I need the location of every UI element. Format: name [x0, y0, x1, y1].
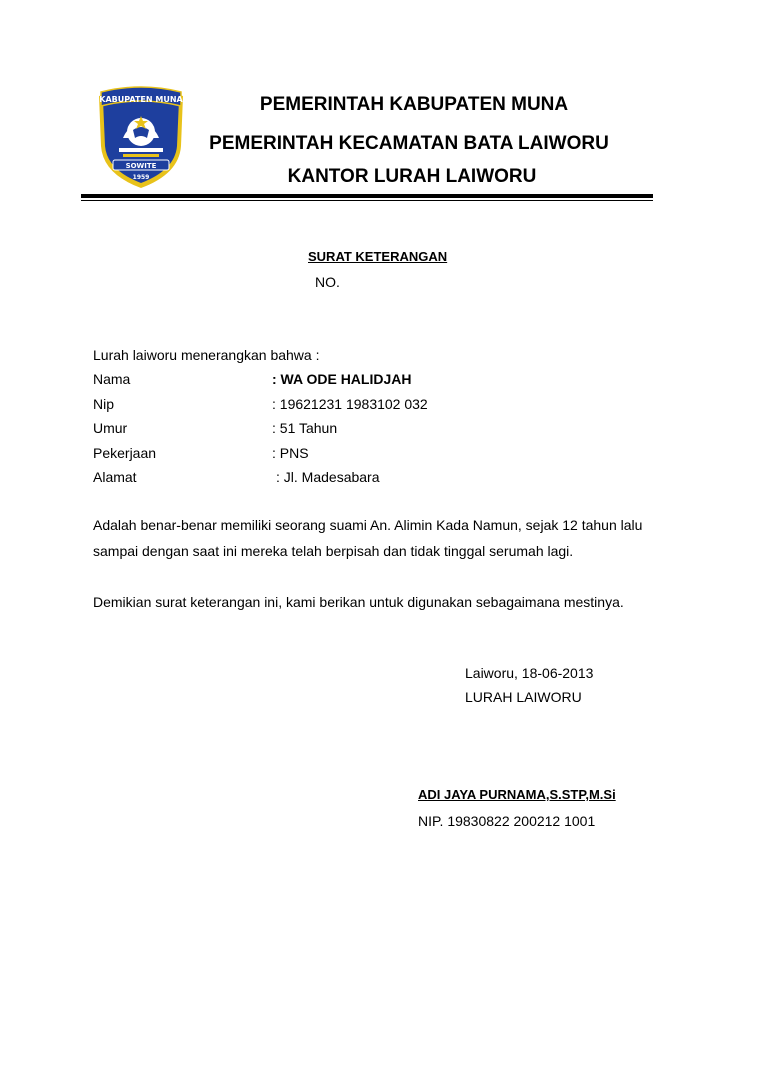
field-value-nama: : WA ODE HALIDJAH — [272, 371, 412, 387]
signature-name: ADI JAYA PURNAMA,S.STP,M.Si — [418, 787, 616, 802]
header-line-3: KANTOR LURAH LAIWORU — [287, 166, 537, 187]
emblem-banner-text: KABUPATEN MUNA — [99, 95, 183, 104]
header-line-2: PEMERINTAH KECAMATAN BATA LAIWORU — [209, 133, 609, 154]
field-value-nip: : 19621231 1983102 032 — [272, 396, 428, 412]
document-number: NO. — [315, 274, 340, 290]
field-label-alamat: Alamat — [93, 469, 137, 485]
field-value-umur: : 51 Tahun — [272, 420, 338, 436]
document-title: SURAT KETERANGAN — [308, 249, 448, 264]
header-line-1: PEMERINTAH KABUPATEN MUNA — [259, 94, 569, 115]
field-label-nip: Nip — [93, 396, 115, 412]
signature-place-date: Laiworu, 18-06-2013 — [465, 665, 594, 681]
field-label-umur: Umur — [93, 420, 128, 436]
signature-position: LURAH LAIWORU — [465, 689, 582, 705]
header-divider-thick — [81, 194, 653, 198]
emblem-motto-text: SOWITE — [125, 162, 157, 170]
field-label-nama: Nama — [93, 371, 131, 387]
body-paragraph-1-line-2: sampai dengan saat ini mereka telah berpisah dan tidak tinggal serumah lagi. — [93, 543, 574, 559]
body-paragraph-1-line-1: Adalah benar-benar memiliki seorang suami An. Alimin Kada Namun, sejak 12 tahun lalu — [93, 517, 643, 533]
intro-text: Lurah laiworu menerangkan bahwa : — [93, 347, 320, 363]
header-divider-thin — [81, 200, 653, 201]
field-label-pekerjaan: Pekerjaan — [93, 445, 157, 461]
field-value-alamat: : Jl. Madesabara — [276, 469, 380, 485]
signature-nip: NIP. 19830822 200212 1001 — [418, 813, 596, 829]
emblem-year-text: 1959 — [132, 174, 150, 181]
field-value-pekerjaan: : PNS — [272, 445, 309, 461]
body-paragraph-2: Demikian surat keterangan ini, kami berikan untuk digunakan sebagaimana mestinya. — [93, 594, 624, 610]
